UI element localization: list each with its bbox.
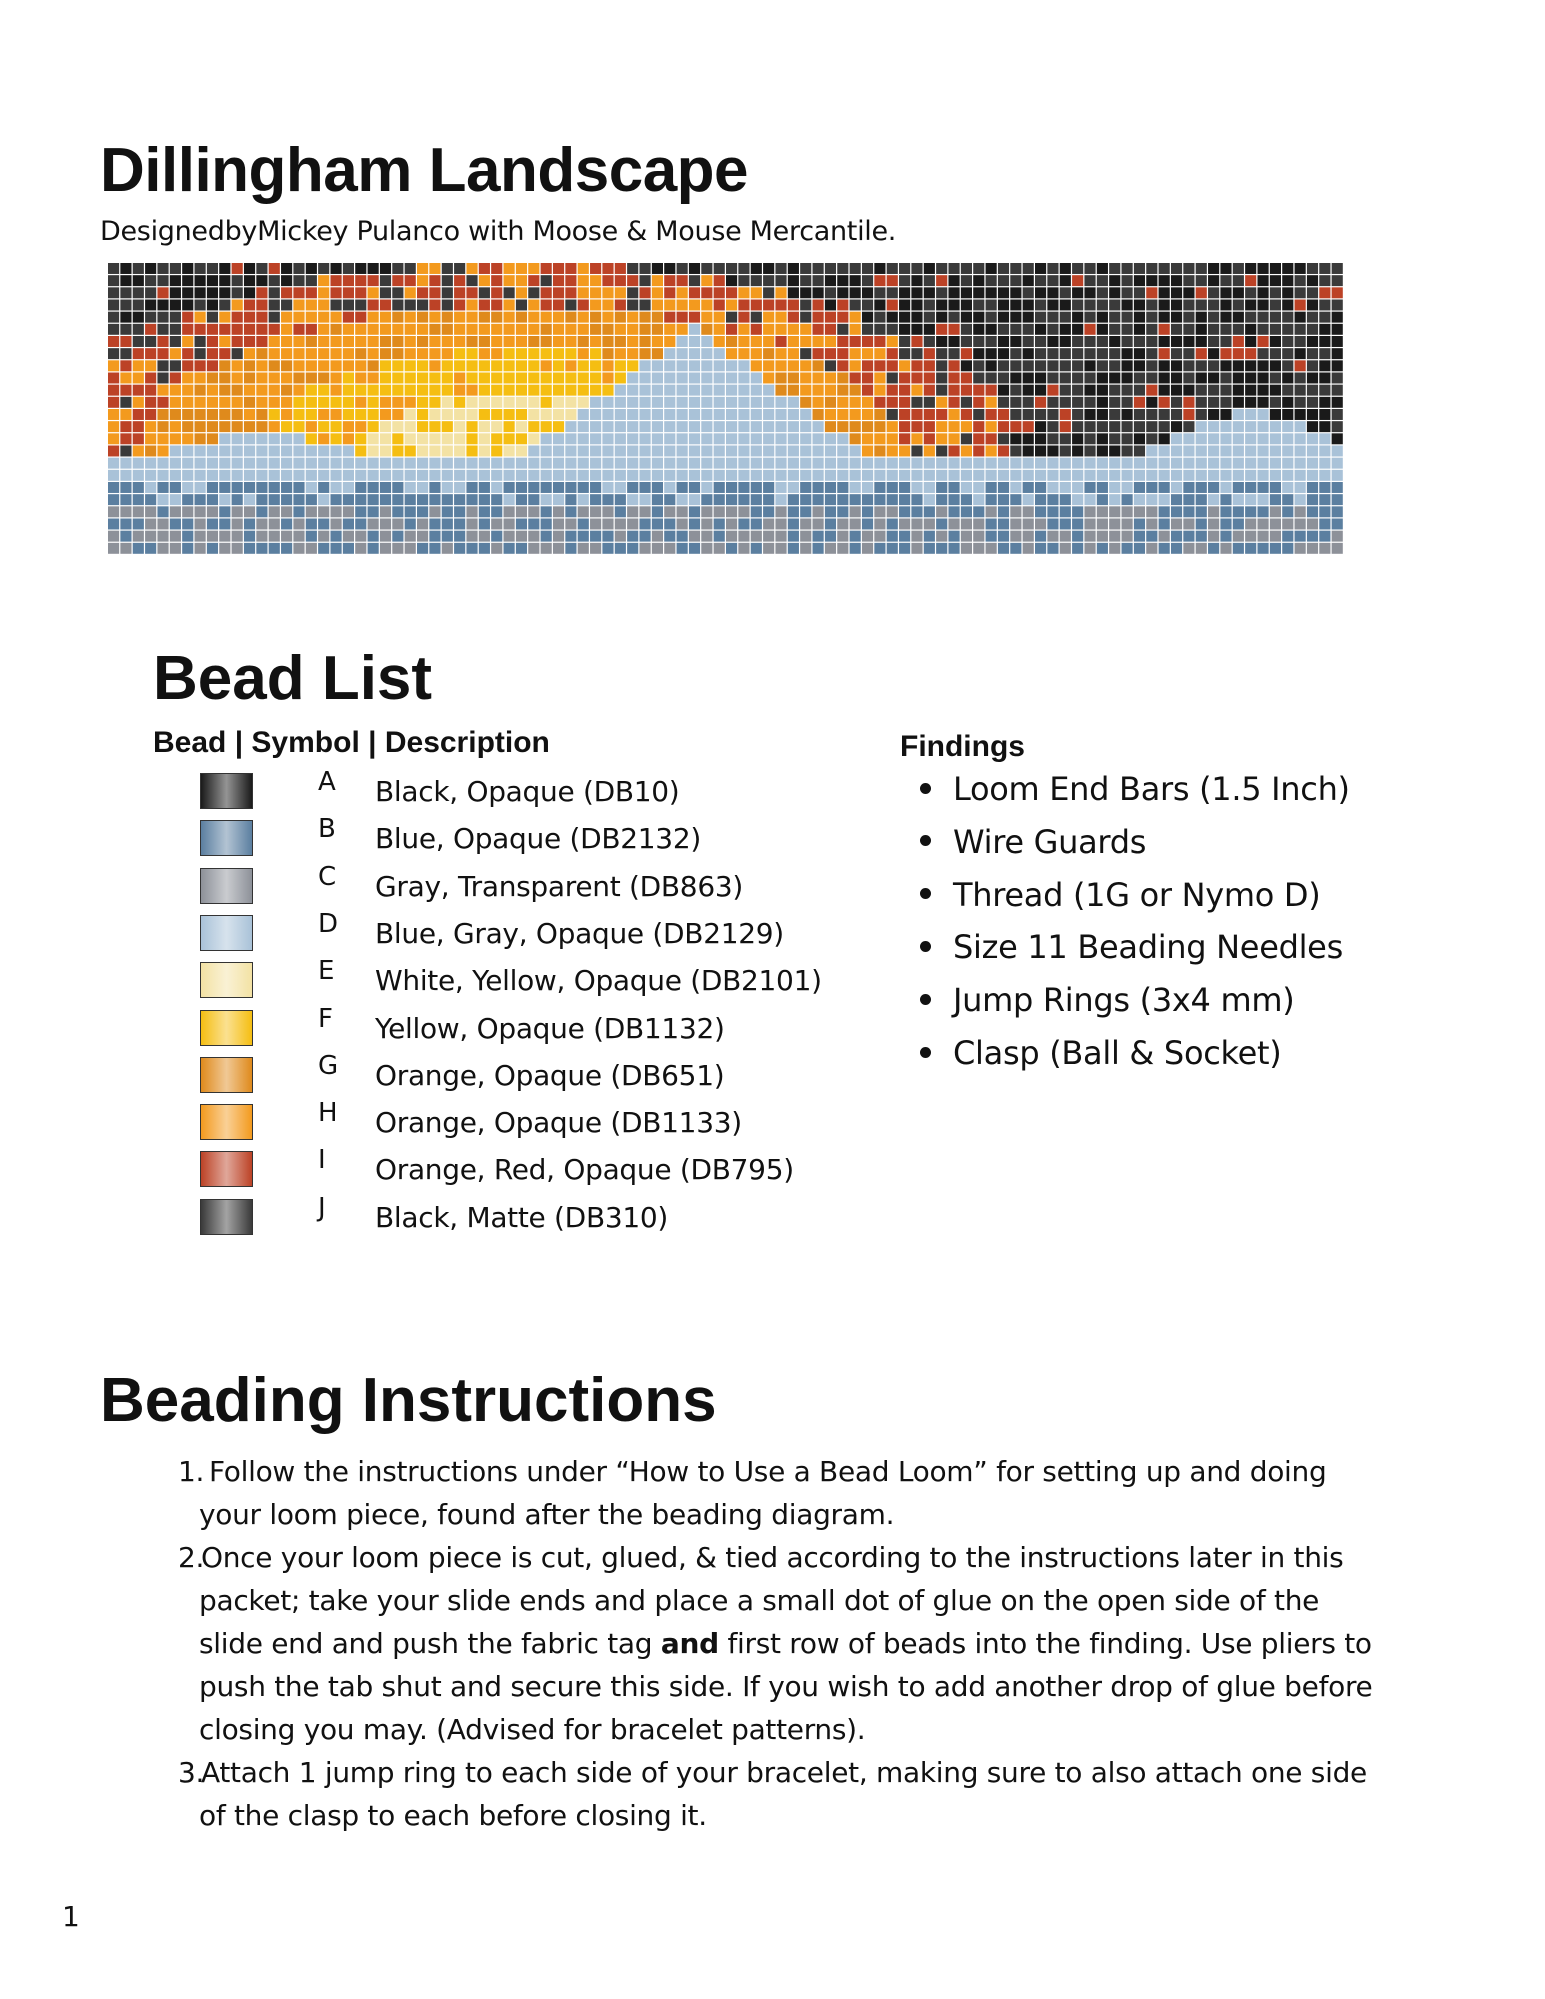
bullet-icon [920,1047,931,1058]
findings-item [920,928,1343,966]
bullet-icon [920,941,931,952]
instructions-heading: Beading Instructions [100,1366,717,1435]
bead-swatch-h [200,1104,253,1140]
bead-swatch-a [200,773,253,809]
bead-symbol: A [318,767,336,797]
bead-description: Gray, Transparent (DB863) [375,869,743,903]
bead-swatch-e [200,962,253,998]
bead-description: Orange, Red, Opaque (DB795) [375,1153,794,1187]
findings-item-label: Thread (1G or Nymo D) [953,875,1321,914]
step-number: 1. [178,1455,205,1488]
bead-swatch-i [200,1151,253,1187]
bead-swatch-c [200,868,253,904]
findings-item-label: Size 11 Beading Needles [953,928,1343,967]
page-title: Dillingham Landscape [100,136,749,205]
bead-symbol: B [318,814,336,845]
findings-item [920,1034,1281,1072]
findings-item-label: Clasp (Ball & Socket) [953,1034,1282,1072]
bead-symbol: H [318,1098,338,1129]
bead-symbol: F [318,1003,333,1034]
bullet-icon [920,783,931,794]
findings-item-label: Loom End Bars (1.5 Inch) [953,770,1350,808]
bead-swatch-d [200,915,253,951]
findings-item [920,981,1294,1019]
step-text: Attach 1 jump ring to each side of your bracelet, making sure to also attach one side of the clasp to each before closing it. [199,1756,1367,1832]
bead-swatch-b [200,820,253,856]
emphasis-and: and [660,1627,719,1660]
findings-item [920,770,1350,808]
bead-description: White, Yellow, Opaque (DB2101) [375,964,822,998]
bead-swatch-f [200,1010,253,1046]
bead-symbol: D [318,908,339,939]
bead-description: Orange, Opaque (DB1133) [375,1106,742,1140]
findings-heading: Findings [900,730,1025,763]
findings-item [920,876,1320,914]
findings-item-label: Wire Guards [953,822,1147,861]
page-number: 1 [62,1900,80,1933]
bead-list-heading: Bead List [153,644,433,713]
bead-description: Yellow, Opaque (DB1132) [375,1011,725,1045]
designer-credit: DesignedbyMickey Pulanco with Moose & Mouse Mercantile. [100,216,897,247]
bead-description: Black, Matte (DB310) [375,1200,669,1234]
bead-symbol: G [318,1050,339,1081]
findings-item-label: Jump Rings (3x4 mm) [953,981,1295,1020]
bead-swatch-j [200,1199,253,1235]
bead-symbol: J [318,1192,326,1223]
bead-description: Orange, Opaque (DB651) [375,1058,725,1092]
findings-item [920,823,1146,861]
bead-pattern-diagram [108,263,1344,555]
bead-description: Blue, Opaque (DB2132) [375,822,701,856]
bead-symbol: I [318,1145,326,1176]
bead-description: Black, Opaque (DB10) [375,775,680,808]
bead-symbol: C [318,861,337,892]
step-number: 3. [178,1756,205,1789]
step-text: Follow the instructions under “How to Use a Bead Loom” for setting up and doing your loom piece, found after the beading diagram. [199,1455,1327,1531]
bullet-icon [920,888,931,899]
bead-description: Blue, Gray, Opaque (DB2129) [375,916,784,950]
bead-list-column-header: Bead | Symbol | Description [153,726,550,759]
step-text: Once your loom piece is cut, glued, & tied according to the instructions later in this packet; take your slide ends and place a small dot of glue on the open side of the slide end and push the fabric tag and first row of beads into the finding. Use pliers to push the tab shut and secure this side. If you wish to add another drop of glue before closing you may. (Advised for bracelet patterns). [199,1541,1373,1746]
step-number: 2. [178,1541,205,1574]
bullet-icon [920,994,931,1005]
bullet-icon [920,835,931,846]
bead-swatch-g [200,1057,253,1093]
bead-symbol: E [318,956,335,987]
